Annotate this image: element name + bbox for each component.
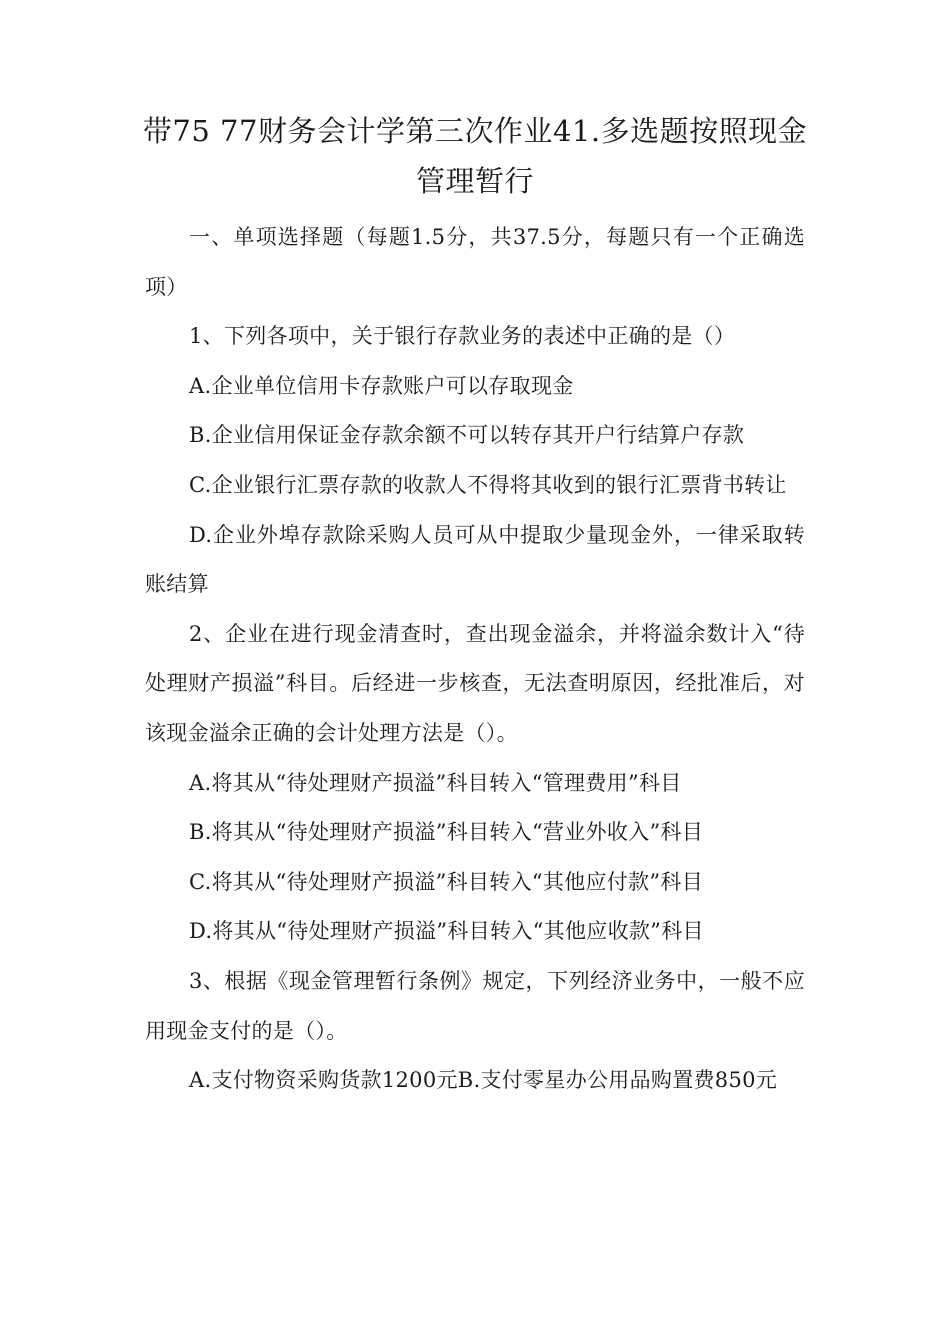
question-1-option-c: C.企业银行汇票存款的收款人不得将其收到的银行汇票背书转让 [189,472,787,497]
section-heading: 一、单项选择题（每题1.5分，共37.5分，每题只有一个正确选项） [145,225,805,299]
question-1-stem: 1、下列各项中，关于银行存款业务的表述中正确的是（） [189,324,736,349]
question-1-option-d: D.企业外埠存款除采购人员可从中提取少量现金外，一律采取转账结算 [145,522,805,597]
question-1-option-b: B.企业信用保证金存款余额不可以转存其开户行结算户存款 [189,423,745,448]
question-1-option-a: A.企业单位信用卡存款账户可以存取现金 [189,373,574,398]
question-2-stem: 2、企业在进行现金清查时，查出现金溢余，并将溢余数计入“待处理财产损溢”科目。后经进一步核查，无法查明原因，经批准后，对该现金溢余正确的会计处理方法是（）。 [145,621,805,745]
question-2-option-d: D.将其从“待处理财产损溢”科目转入“其他应收款”科目 [189,919,704,944]
question-3-stem: 3、根据《现金管理暂行条例》规定，下列经济业务中，一般不应用现金支付的是（）。 [145,968,805,1043]
document-title: 带75 77财务会计学第三次作业41.多选题按照现金管理暂行 [142,114,808,198]
question-2-option-b: B.将其从“待处理财产损溢”科目转入“营业外收入”科目 [189,820,704,845]
question-2-option-a: A.将其从“待处理财产损溢”科目转入“管理费用”科目 [189,770,682,795]
document-body [145,213,805,1106]
question-3-options-a-b: A.支付物资采购货款1200元B.支付零星办公用品购置费850元 [189,1068,778,1093]
question-2-option-c: C.将其从“待处理财产损溢”科目转入“其他应付款”科目 [189,869,704,894]
